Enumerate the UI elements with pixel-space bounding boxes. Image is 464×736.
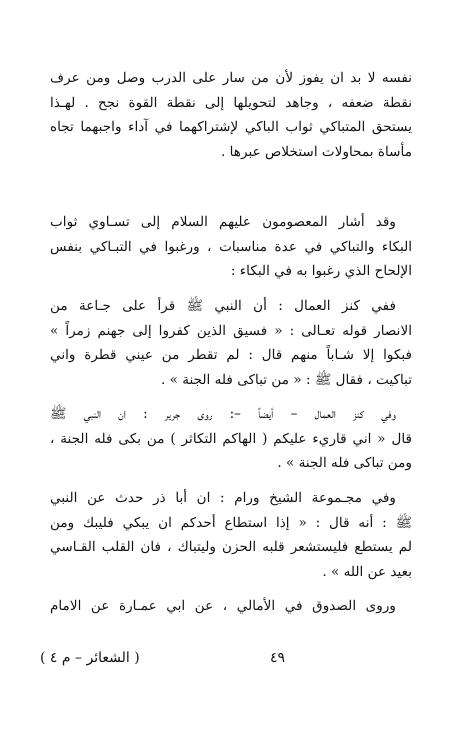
text-line: ومن تباكى فله الجنة » . [277,455,412,471]
text-line: الانصار قوله تعـالى : « فسيق الذين كفروا إلى جهنم زمراً » [50,322,412,339]
page-number: ٤٩ [270,650,286,666]
text-line: مأساة بمحاولات استخلاص عبرها . [221,143,412,160]
text-line: فبكوا إلا شـاباً منهم قال : لم تقطر من عيني قطرة واني [50,347,412,363]
text-line: نقطة ضعفه ، وجاهد لتحويلها إلى نقطة القوة نجح . لهـذا [50,94,412,111]
paragraph-1 [50,66,412,164]
text-line: وفي مجـموعة الشيخ ورام : ان أبا ذر حدث عن النبي [50,490,396,506]
paragraph-5 [50,486,412,584]
text-line: ففي كنز العمال : أن النبي ﷺ قرأ على جـاعة من [50,298,396,314]
page-footer [40,648,420,668]
paragraph-2 [50,210,412,284]
text-line: الإلحاح الذي رغبوا به في البكاء : [230,263,412,279]
text-line: وقد أشار المعصومون عليهم السلام إلى تسـاوي ثواب [50,214,396,230]
paragraph-6 [50,594,412,619]
text-line: وروى الصدوق في الأمالي ، عن ابي عمـارة عن الامام [50,598,396,614]
text-line: نفسه لا بد ان يفوز لأن من سار على الدرب وصل ومن عرف [50,70,412,86]
text-line: بعيد عن الله » . [322,563,412,580]
text-line: يستحق المتباكي ثواب الباكي لإشتراكهما في آداء واجبهما تجاه [50,119,412,135]
paragraph-3 [50,294,412,392]
chapter-reference: ( الشعائر – م ٤ ) [40,650,140,666]
text-line: البكاء والتباكي في عدة مناسبات ، ورغبوا في التبـاكي بنفس [50,238,412,255]
paragraph-4 [50,402,412,476]
text-line: تباكيت ، فقال ﷺ : « من تباكى فله الجنة » . [160,371,412,388]
text-line: لم يستطع فليستشعر قلبه الحزن وليتباك ، فان القلب القـاسي [50,539,412,555]
text-line: وفي كنز العمال – أيضاً –: روى جرير : ان النبي ﷺ [50,406,396,422]
text-line: ﷺ : أنه قال : « إذا استطاع أحدكم ان يبكي فليبك ومن [50,514,412,531]
text-line: قال « اني قاريء عليكم ( الهاكم التكاثر ) من بكى فله الجنة ، [50,430,412,447]
